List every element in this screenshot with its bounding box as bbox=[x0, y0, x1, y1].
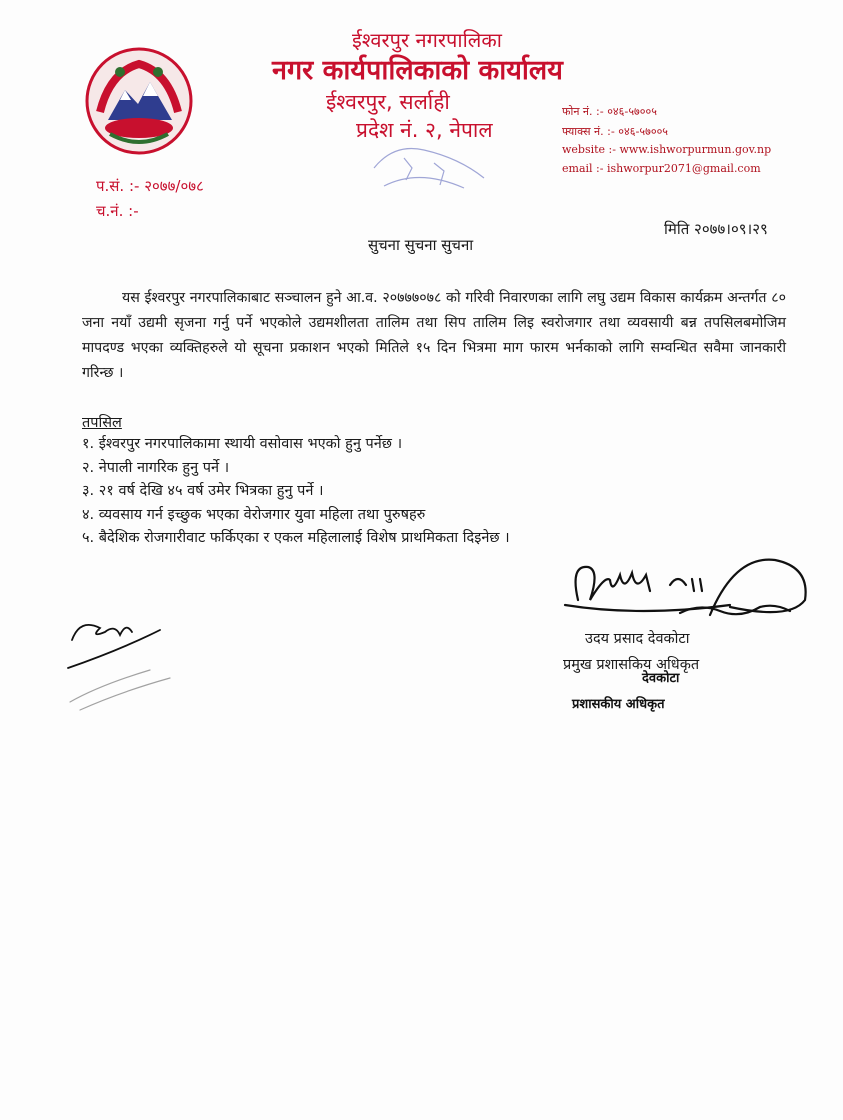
stamp-name: देवकोटा bbox=[642, 671, 680, 686]
details-title: तपसिल bbox=[82, 415, 122, 431]
criteria-list bbox=[82, 433, 510, 551]
notice-date: मिति २०७७।०९।२९ bbox=[664, 220, 768, 238]
stamp-office: प्रशासकीय अधिकृत bbox=[572, 697, 665, 712]
reference-number: प.सं. :- २०७७/०७८ bbox=[96, 177, 204, 195]
signatory-title: प्रमुख प्रशासकिय अधिकृत bbox=[563, 657, 700, 673]
office-name: नगर कार्यपालिकाको कार्यालय bbox=[272, 55, 563, 86]
list-item: २. नेपाली नागरिक हुनु पर्ने । bbox=[82, 459, 230, 476]
contact-phone: फोन नं. :- ०४६-५७००५ bbox=[562, 105, 657, 118]
contact-fax: फ्याक्स नं. :- ०४६-५७००५ bbox=[562, 125, 669, 138]
municipality-name: ईश्वरपुर नगरपालिका bbox=[352, 28, 502, 52]
office-location: ईश्वरपुर, सर्लाही bbox=[326, 90, 450, 114]
dispatch-number: च.नं. :- bbox=[96, 202, 139, 220]
list-item: १. ईश्वरपुर नगरपालिकामा स्थायी वसोवास भएको हुनु पर्नेछ । bbox=[82, 436, 403, 452]
initial-signature-icon bbox=[60, 610, 240, 720]
nepal-emblem-icon bbox=[80, 42, 198, 160]
contact-website: website :- www.ishworpurmun.gov.np bbox=[562, 143, 772, 156]
office-stamp-icon bbox=[364, 138, 494, 198]
office-province: प्रदेश नं. २, नेपाल bbox=[356, 118, 493, 142]
signatory-name: उदय प्रसाद देवकोटा bbox=[585, 631, 690, 647]
list-item: ४. व्यवसाय गर्न इच्छुक भएका वेरोजगार युवा महिला तथा पुरुषहरु bbox=[82, 506, 426, 523]
list-item: ५. बैदेशिक रोजगारीवाट फर्किएका र एकल महिलालाई विशेष प्राथमिकता दिइनेछ । bbox=[82, 530, 510, 546]
notice-heading: सुचना सुचना सुचना bbox=[368, 236, 474, 254]
signature-icon bbox=[560, 545, 820, 630]
notice-body: यस ईश्वरपुर नगरपालिकाबाट सञ्चालन हुने आ.व. २०७७७०७८ को गरिवी निवारणका लागि लघु उद्यम विकास कार्यक्रम अन्तर्गत ८० जना नयाँ उद्यमी सृजना गर्नु पर्ने भएकोले उद्यमशीलता तालिम तथा सिप तालिम लिइ स्वरोजगार तथा व्यवसायी बन्न तपसिलबमोजिम मापदण्ड भएका व्यक्तिहरुले यो सूचना प्रकाशन भएको मितिले १५ दिन भित्रमा माग फारम भर्नकाको लागि सम्वन्धित सवैमा जानकारी गरिन्छ । bbox=[82, 290, 786, 381]
list-item: ३. २१ वर्ष देखि ४५ वर्ष उमेर भित्रका हुनु पर्ने । bbox=[82, 483, 324, 499]
contact-email: email :- ishworpur2071@gmail.com bbox=[562, 162, 761, 175]
